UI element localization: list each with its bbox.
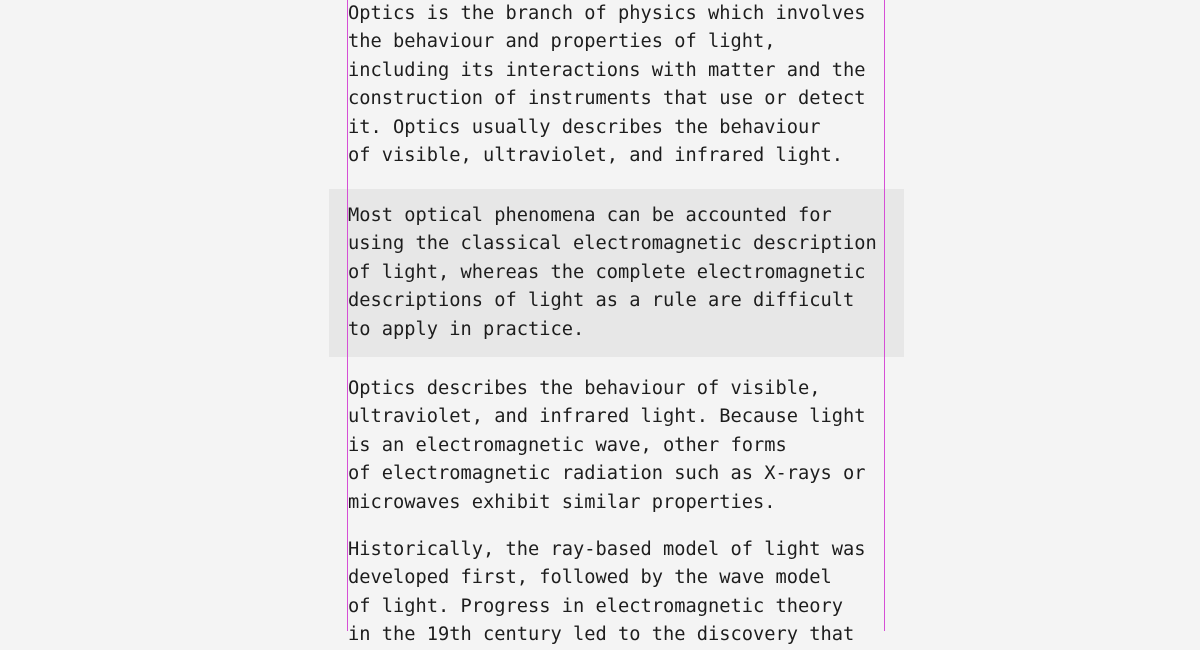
paragraph-optics-definition: Optics is the branch of physics which involves the behaviour and properties of light, including its interactions with matter and the construction of instruments that use or detect it. Optics usually describes the behaviour of visible, ultraviolet, and infrared light.	[348, 3, 866, 167]
left-margin-guide	[347, 0, 348, 631]
paragraph-electromagnetic-wave: Optics describes the behaviour of visible, ultraviolet, and infrared light. Because light is an electromagnetic wave, other forms of electromagnetic radiation such as X-rays or microwaves exhibit similar properties.	[348, 378, 866, 513]
paragraph-history: Historically, the ray-based model of light was developed first, followed by the wave model of light. Progress in electromagnetic theory in the 19th century led to the discovery that	[348, 539, 866, 646]
right-margin-guide	[884, 0, 885, 631]
paragraph-optical-phenomena: Most optical phenomena can be accounted for using the classical electromagnetic description of light, whereas the complete electromagnetic descriptions of light as a rule are difficult to apply in practice.	[348, 205, 877, 340]
